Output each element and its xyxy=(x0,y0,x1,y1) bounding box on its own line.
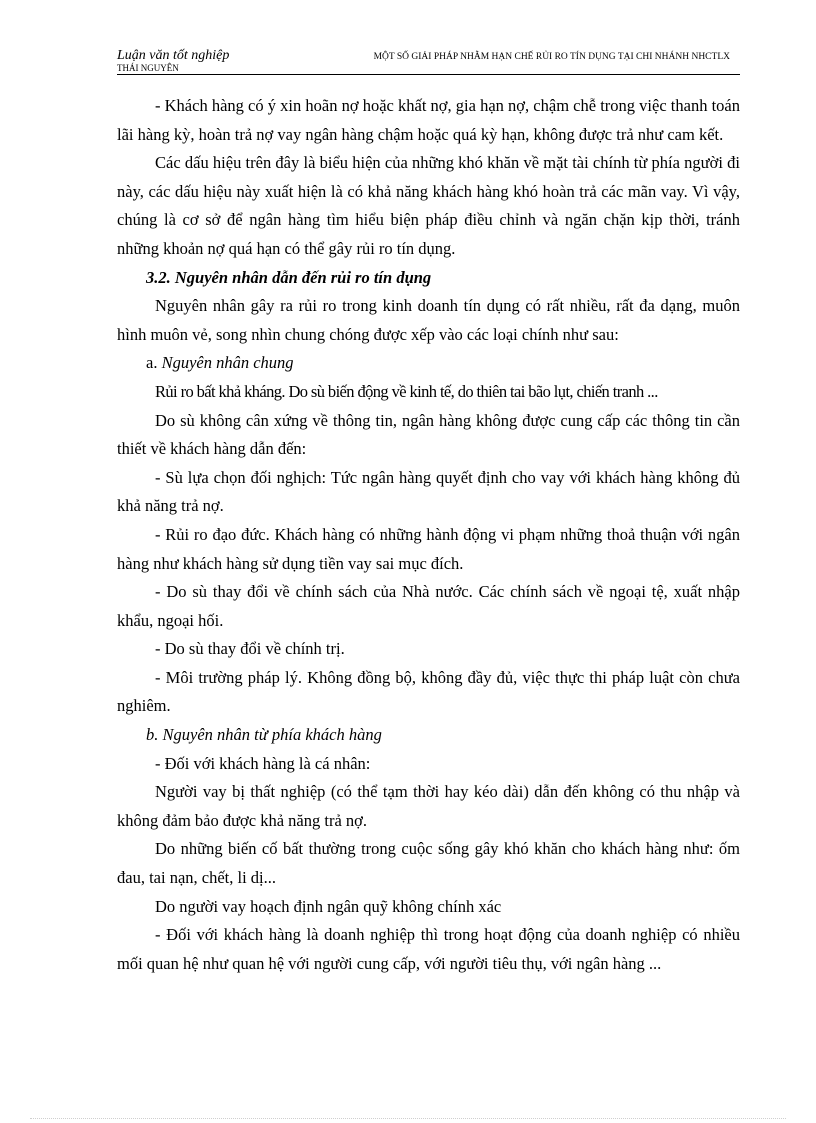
section-heading: 3.2. Nguyên nhân dẫn đến rủi ro tín dụng xyxy=(146,267,432,287)
page-header xyxy=(117,48,740,75)
paragraph-4: Rủi ro bất khả kháng. Do sù biến động về kinh tế, do thiên tai bão lụt, chiến tranh ... xyxy=(155,381,658,401)
paragraph-8: - Do sù thay đổi về chính sách của Nhà nước. Các chính sách về ngoại tệ, xuất nhập khẩu, ngoại hối. xyxy=(117,582,740,630)
paragraph-3: Nguyên nhân gây ra rủi ro trong kinh doanh tín dụng có rất nhiều, rất đa dạng, muôn hình muôn vẻ, song nhìn chung chóng được xếp vào các loại chính như sau: xyxy=(117,296,740,344)
header-thesis-label: Luận văn tốt nghiệp xyxy=(117,48,230,63)
paragraph-13: Do những biến cố bất thường trong cuộc sống gây khó khăn cho khách hàng như: ốm đau, tai nạn, chết, li dị... xyxy=(117,839,740,888)
paragraph-11: - Đối với khách hàng là cá nhân: xyxy=(155,753,371,773)
subheading-a xyxy=(117,349,740,378)
page-bottom-divider xyxy=(30,1118,786,1119)
header-document-title: MỘT SỐ GIẢI PHÁP NHẰM HẠN CHẾ RỦI RO TÍN DỤNG TẠI CHI NHÁNH NHCTLX xyxy=(373,52,730,62)
paragraph-6: - Sù lựa chọn đối nghịch: Tức ngân hàng quyết định cho vay với khách hàng không đủ khả năng trả nợ. xyxy=(117,467,740,516)
paragraph-5: Do sù không cân xứng về thông tin, ngân hàng không được cung cấp các thông tin cần thiết về khách hàng dẫn đến: xyxy=(117,410,740,459)
paragraph-9: - Do sù thay đổi về chính trị. xyxy=(155,639,345,659)
paragraph-1: - Khách hàng có ý xin hoãn nợ hoặc khất nợ, gia hạn nợ, chậm chễ trong việc thanh toán lãi hàng kỳ, hoàn trả nợ vay ngân hàng chậm hoặc quá kỳ hạn, không được trả như cam kết. xyxy=(117,96,740,144)
paragraph-15: - Đối với khách hàng là doanh nghiệp thì trong hoạt động của doanh nghiệp có nhiều mối quan hệ như quan hệ với người cung cấp, với người tiêu thụ, với ngân hàng ... xyxy=(117,925,740,973)
subheading-a-text: Nguyên nhân chung xyxy=(161,353,294,373)
paragraph-14: Do người vay hoạch định ngân quỹ không chính xác xyxy=(155,896,502,916)
header-university-label: THÁI NGUYÊN xyxy=(117,63,179,73)
paragraph-12: Người vay bị thất nghiệp (có thể tạm thời hay kéo dài) dẫn đến không có thu nhập và không đảm bảo được khả năng trả nợ. xyxy=(117,782,740,830)
document-body xyxy=(117,92,740,978)
paragraph-10: - Môi trường pháp lý. Không đồng bộ, không đầy đủ, việc thực thi pháp luật còn chưa nghiêm. xyxy=(117,667,740,716)
paragraph-7: - Rủi ro đạo đức. Khách hàng có những hành động vi phạm những thoả thuận với ngân hàng như khách hàng sử dụng tiền vay sai mục đích. xyxy=(117,524,740,573)
subheading-a-prefix: a. xyxy=(146,353,158,373)
header-left xyxy=(117,48,229,73)
subheading-b: b. Nguyên nhân từ phía khách hàng xyxy=(146,725,382,745)
paragraph-2: Các dấu hiệu trên đây là biểu hiện của những khó khăn về mặt tài chính từ phía người đi này, các dấu hiệu này xuất hiện là có khả năng khách hàng khó hoàn trả các mãn vay. Vì vậy, chúng là cơ sở để ngân hàng tìm hiểu biện pháp điều chỉnh và ngăn chặn kịp thời, tránh những khoản nợ quá hạn có thể gây rủi ro tín dụng. xyxy=(117,153,740,258)
